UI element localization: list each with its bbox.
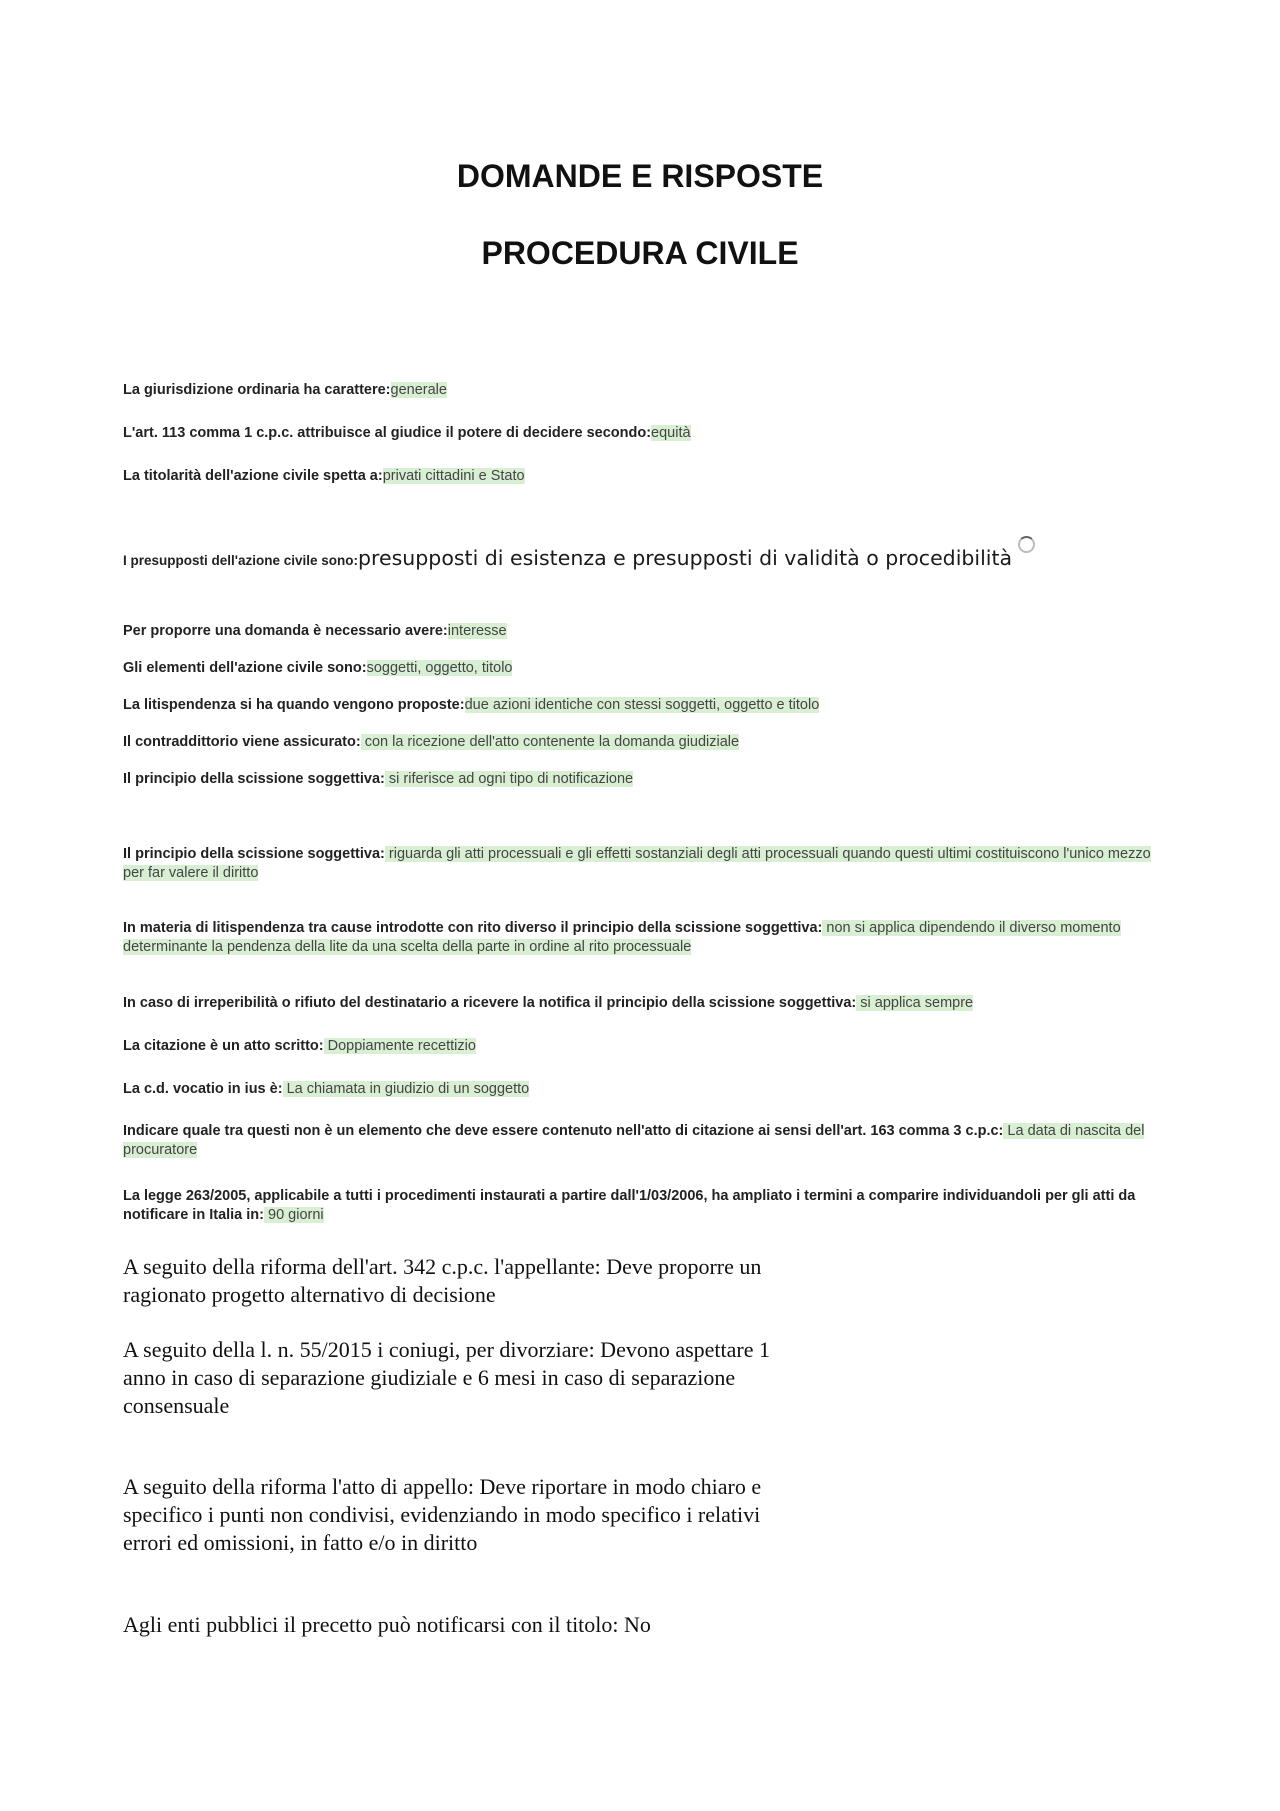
question: Indicare quale tra questi non è un elemento che deve essere contenuto nell'atto di citazione ai sensi dell'art. 163 comma 3 c.p.c: xyxy=(123,1123,1004,1139)
qa-item xyxy=(123,1122,1163,1160)
answer: privati cittadini e Stato xyxy=(382,468,525,484)
answer: generale xyxy=(390,382,447,398)
question: Gli elementi dell'azione civile sono: xyxy=(123,660,367,676)
qa-item xyxy=(123,1080,1163,1099)
serif-paragraph: A seguito della riforma l'atto di appello: Deve riportare in modo chiaro e specifico i punti non condivisi, evidenziando in modo specifico i relativi errori ed omissioni, in fatto e/o in diritto xyxy=(123,1474,762,1555)
qa-item xyxy=(123,467,1163,486)
answer: con la ricezione dell'atto contenente la domanda giudiziale xyxy=(360,734,740,750)
qa-item xyxy=(123,622,1163,641)
question: La c.d. vocatio in ius è: xyxy=(123,1081,283,1097)
question: Il principio della scissione soggettiva: xyxy=(123,846,385,862)
qa-item xyxy=(123,381,1163,400)
question: La giurisdizione ordinaria ha carattere: xyxy=(123,382,391,398)
serif-paragraph: Agli enti pubblici il precetto può notificarsi con il titolo: No xyxy=(123,1612,651,1637)
question: La citazione è un atto scritto: xyxy=(123,1038,324,1054)
answer: riguarda gli atti processuali e gli effetti sostanziali degli atti processuali quando questi ultimi costituiscono l'unico mezzo per far valere il diritto xyxy=(123,846,1151,881)
qa-item xyxy=(123,659,1163,678)
question: In materia di litispendenza tra cause introdotte con rito diverso il principio della scissione soggettiva: xyxy=(123,920,823,936)
answer: si applica sempre xyxy=(856,995,974,1011)
answer: presupposti di esistenza e presupposti di validità o procedibilità xyxy=(358,546,1013,570)
qa-item xyxy=(123,548,1163,571)
question: Il contraddittorio viene assicurato: xyxy=(123,734,361,750)
qa-item xyxy=(123,1187,1163,1225)
question: I presupposti dell'azione civile sono: xyxy=(123,553,359,568)
qa-item xyxy=(123,696,1163,715)
document-title: DOMANDE E RISPOSTE xyxy=(456,158,824,194)
qa-item xyxy=(123,1037,1163,1056)
answer: interesse xyxy=(447,623,507,639)
question: La legge 263/2005, applicabile a tutti i procedimenti instaurati a partire dall'1/03/2006, ha ampliato i termini a comparire individuandoli per gli atti da notificare in Italia in: xyxy=(123,1188,1136,1223)
question: La litispendenza si ha quando vengono proposte: xyxy=(123,697,465,713)
qa-item xyxy=(123,424,1163,443)
question: L'art. 113 comma 1 c.p.c. attribuisce al giudice il potere di decidere secondo: xyxy=(123,425,652,441)
answer: La data di nascita del procuratore xyxy=(123,1123,1145,1158)
qa-item xyxy=(123,994,1163,1013)
document-subtitle: PROCEDURA CIVILE xyxy=(481,235,799,271)
answer: si riferisce ad ogni tipo di notificazione xyxy=(384,771,634,787)
answer: equità xyxy=(651,425,691,441)
qa-item xyxy=(123,919,1163,957)
answer: La chiamata in giudizio di un soggetto xyxy=(282,1081,530,1097)
qa-item xyxy=(123,733,1163,752)
answer: Doppiamente recettizio xyxy=(323,1038,476,1054)
serif-paragraph: A seguito della riforma dell'art. 342 c.p.c. l'appellante: Deve proporre un ragionato progetto alternativo di decisione xyxy=(123,1254,762,1307)
answer: non si applica dipendendo il diverso momento determinante la pendenza della lite da una scelta della parte in ordine al rito processuale xyxy=(123,920,1121,955)
answer: due azioni identiche con stessi soggetti, oggetto e titolo xyxy=(464,697,820,713)
serif-paragraph: A seguito della l. n. 55/2015 i coniugi, per divorziare: Devono aspettare 1 anno in caso di separazione giudiziale e 6 mesi in caso di separazione consensuale xyxy=(123,1337,771,1418)
question: Il principio della scissione soggettiva: xyxy=(123,771,385,787)
answer: soggetti, oggetto, titolo xyxy=(366,660,513,676)
qa-item xyxy=(123,770,1163,789)
question: In caso di irreperibilità o rifiuto del destinatario a ricevere la notifica il principio della scissione soggettiva: xyxy=(123,995,857,1011)
answer: 90 giorni xyxy=(264,1207,324,1223)
question: La titolarità dell'azione civile spetta a: xyxy=(123,468,383,484)
loading-spinner-icon xyxy=(1018,536,1035,553)
question: Per proporre una domanda è necessario avere: xyxy=(123,623,448,639)
qa-item xyxy=(123,845,1163,883)
